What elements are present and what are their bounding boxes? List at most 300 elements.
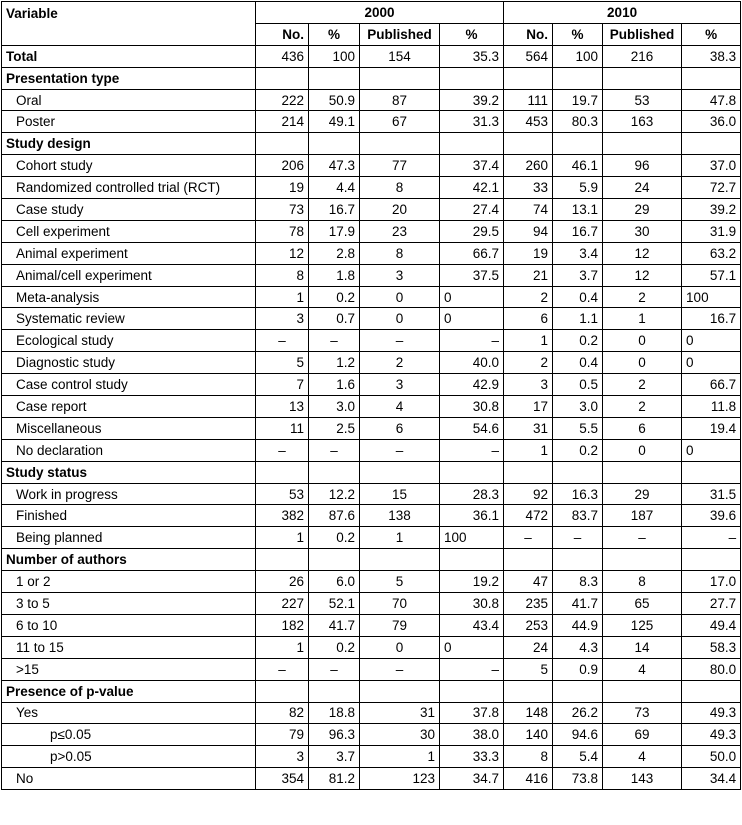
table-row (2, 527, 741, 549)
table-cell: 416 (504, 768, 553, 790)
table-cell (360, 680, 440, 702)
table-cell: 47.3 (309, 155, 360, 177)
table-cell: 17.0 (682, 571, 741, 593)
data-table (1, 1, 741, 790)
row-label: >15 (2, 658, 256, 680)
row-label: Animal experiment (2, 242, 256, 264)
table-cell: 1.1 (553, 308, 603, 330)
table-cell: 3.0 (553, 396, 603, 418)
table-cell: 39.6 (682, 505, 741, 527)
table-cell (553, 549, 603, 571)
table-cell: 30.8 (440, 593, 504, 615)
table-cell: 4.3 (553, 636, 603, 658)
col-header-published-2000: Published (360, 23, 440, 45)
table-cell (309, 461, 360, 483)
table-cell: 0.4 (553, 352, 603, 374)
table-cell: 36.1 (440, 505, 504, 527)
table-cell: 1 (360, 746, 440, 768)
table-cell: 12.2 (309, 483, 360, 505)
table-cell (682, 461, 741, 483)
row-label: 6 to 10 (2, 614, 256, 636)
table-cell: 34.4 (682, 768, 741, 790)
table-cell (682, 67, 741, 89)
table-cell: – (309, 658, 360, 680)
table-cell: 436 (256, 45, 309, 67)
table-cell: 0.9 (553, 658, 603, 680)
table-cell: 0 (682, 330, 741, 352)
row-label: Case report (2, 396, 256, 418)
row-label: Cohort study (2, 155, 256, 177)
table-cell: 148 (504, 702, 553, 724)
year-header-2000: 2000 (256, 2, 504, 24)
table-cell: 6 (504, 308, 553, 330)
table-cell: 0 (682, 352, 741, 374)
table-cell: 21 (504, 264, 553, 286)
table-cell: 1.6 (309, 374, 360, 396)
table-cell (553, 133, 603, 155)
table-cell: 49.3 (682, 702, 741, 724)
row-label: 11 to 15 (2, 636, 256, 658)
table-cell: 0 (603, 352, 682, 374)
table-cell: 0 (603, 439, 682, 461)
table-cell: 382 (256, 505, 309, 527)
table-row (2, 593, 741, 615)
table-cell: 182 (256, 614, 309, 636)
table-cell: 123 (360, 768, 440, 790)
table-cell: 53 (256, 483, 309, 505)
row-label: Cell experiment (2, 220, 256, 242)
table-cell: 6.0 (309, 571, 360, 593)
table-cell: 30 (603, 220, 682, 242)
table-cell: 0.2 (553, 439, 603, 461)
table-row (2, 111, 741, 133)
col-header-pct-2010: % (553, 23, 603, 45)
table-cell: 42.9 (440, 374, 504, 396)
table-cell: 50.0 (682, 746, 741, 768)
table-cell: 3 (256, 308, 309, 330)
table-cell (360, 133, 440, 155)
table-row (2, 45, 741, 67)
table-cell: 5.4 (553, 746, 603, 768)
table-cell: 564 (504, 45, 553, 67)
table-cell (682, 133, 741, 155)
table-cell: 69 (603, 724, 682, 746)
table-cell: 2 (603, 374, 682, 396)
table-row (2, 571, 741, 593)
table-cell: – (440, 439, 504, 461)
table-cell: 3.7 (553, 264, 603, 286)
table-cell: 2.5 (309, 417, 360, 439)
table-cell: 1 (504, 439, 553, 461)
table-cell: 222 (256, 89, 309, 111)
row-label: No declaration (2, 439, 256, 461)
table-cell: 8 (504, 746, 553, 768)
table-cell: 42.1 (440, 177, 504, 199)
table-cell: 8 (360, 242, 440, 264)
table-cell (504, 461, 553, 483)
table-cell: 66.7 (682, 374, 741, 396)
table-cell: – (504, 527, 553, 549)
table-cell: 3 (360, 264, 440, 286)
table-cell: 0 (360, 286, 440, 308)
table-cell: 5.9 (553, 177, 603, 199)
header-row-years (2, 2, 741, 24)
table-cell: – (440, 330, 504, 352)
table-cell: 50.9 (309, 89, 360, 111)
table-cell: 31 (504, 417, 553, 439)
table-cell: 2 (603, 396, 682, 418)
col-header-pct-2000: % (309, 23, 360, 45)
section-label: Number of authors (2, 549, 256, 571)
table-cell: 0.4 (553, 286, 603, 308)
table-body (2, 45, 741, 789)
table-cell: 26.2 (553, 702, 603, 724)
table-cell: 206 (256, 155, 309, 177)
table-cell (360, 549, 440, 571)
row-label: Animal/cell experiment (2, 264, 256, 286)
table-cell: 38.3 (682, 45, 741, 67)
table-cell: 354 (256, 768, 309, 790)
table-cell: 227 (256, 593, 309, 615)
table-cell: – (360, 330, 440, 352)
table-cell: 12 (603, 242, 682, 264)
row-label: Being planned (2, 527, 256, 549)
table-cell: 8 (256, 264, 309, 286)
table-cell (603, 680, 682, 702)
row-label: p≤0.05 (2, 724, 256, 746)
table-cell: 39.2 (440, 89, 504, 111)
row-label: Miscellaneous (2, 417, 256, 439)
table-cell (504, 133, 553, 155)
table-cell: 0 (440, 636, 504, 658)
table-cell: 31 (360, 702, 440, 724)
table-cell: 0 (440, 308, 504, 330)
table-cell: 0 (440, 286, 504, 308)
table-cell: 28.3 (440, 483, 504, 505)
table-cell: 3.0 (309, 396, 360, 418)
table-cell: 31.5 (682, 483, 741, 505)
table-cell: 140 (504, 724, 553, 746)
table-cell: 17.9 (309, 220, 360, 242)
col-header-pubpct-2000: % (440, 23, 504, 45)
table-cell: 8 (360, 177, 440, 199)
table-cell: 100 (440, 527, 504, 549)
table-cell: 47 (504, 571, 553, 593)
table-cell: 100 (553, 45, 603, 67)
table-cell: 54.6 (440, 417, 504, 439)
table-cell (360, 67, 440, 89)
table-cell: 30.8 (440, 396, 504, 418)
section-label: Presentation type (2, 67, 256, 89)
table-cell: 44.9 (553, 614, 603, 636)
table-cell: 3 (360, 374, 440, 396)
table-cell: 29 (603, 483, 682, 505)
table-cell: 78 (256, 220, 309, 242)
table-cell: 18.8 (309, 702, 360, 724)
table-cell: 31.3 (440, 111, 504, 133)
table-cell: 82 (256, 702, 309, 724)
table-cell (440, 549, 504, 571)
table-cell: – (360, 658, 440, 680)
table-cell (256, 549, 309, 571)
table-cell: 0 (682, 439, 741, 461)
table-cell: – (603, 527, 682, 549)
row-label: Work in progress (2, 483, 256, 505)
table-cell: 2.8 (309, 242, 360, 264)
table-cell: 41.7 (309, 614, 360, 636)
section-label: Presence of p-value (2, 680, 256, 702)
table-cell: 96.3 (309, 724, 360, 746)
table-cell: 5 (504, 658, 553, 680)
table-cell: 27.4 (440, 199, 504, 221)
table-cell: 87.6 (309, 505, 360, 527)
table-cell: 6 (603, 417, 682, 439)
table-cell: – (309, 439, 360, 461)
table-row (2, 199, 741, 221)
table-cell: – (682, 527, 741, 549)
table-cell: 11 (256, 417, 309, 439)
table-cell: 187 (603, 505, 682, 527)
table-cell: 41.7 (553, 593, 603, 615)
table-cell: 49.4 (682, 614, 741, 636)
table-cell: 72.7 (682, 177, 741, 199)
table-cell: 2 (360, 352, 440, 374)
table-cell: 39.2 (682, 199, 741, 221)
row-label: Oral (2, 89, 256, 111)
row-label: Ecological study (2, 330, 256, 352)
table-cell (256, 680, 309, 702)
row-label: Diagnostic study (2, 352, 256, 374)
table-cell: 34.7 (440, 768, 504, 790)
table-cell: 17 (504, 396, 553, 418)
table-cell: 37.0 (682, 155, 741, 177)
table-cell: 79 (360, 614, 440, 636)
table-cell: 26 (256, 571, 309, 593)
table-cell: 66.7 (440, 242, 504, 264)
table-cell: 53 (603, 89, 682, 111)
row-label: Meta-analysis (2, 286, 256, 308)
table-cell: – (309, 330, 360, 352)
row-label: Total (2, 45, 256, 67)
table-row (2, 155, 741, 177)
table-row (2, 658, 741, 680)
table-cell: 19 (256, 177, 309, 199)
table-cell (309, 67, 360, 89)
table-cell (682, 549, 741, 571)
table-row (2, 439, 741, 461)
table-cell (682, 680, 741, 702)
section-row (2, 549, 741, 571)
table-cell: 24 (504, 636, 553, 658)
table-cell (256, 67, 309, 89)
section-row (2, 461, 741, 483)
table-cell: 1 (360, 527, 440, 549)
table-row (2, 483, 741, 505)
table-cell: 24 (603, 177, 682, 199)
row-label: No (2, 768, 256, 790)
table-cell: 235 (504, 593, 553, 615)
table-cell: 154 (360, 45, 440, 67)
table-row (2, 396, 741, 418)
table-cell (603, 461, 682, 483)
table-cell (360, 461, 440, 483)
table-cell (603, 133, 682, 155)
table-cell (504, 67, 553, 89)
row-label: Randomized controlled trial (RCT) (2, 177, 256, 199)
section-label: Study design (2, 133, 256, 155)
table-row (2, 374, 741, 396)
table-cell: 0 (360, 308, 440, 330)
table-cell: – (440, 658, 504, 680)
table-cell: 14 (603, 636, 682, 658)
table-cell: 80.3 (553, 111, 603, 133)
table-cell: 19 (504, 242, 553, 264)
table-cell: 472 (504, 505, 553, 527)
table-cell: 2 (504, 352, 553, 374)
table-cell: – (256, 658, 309, 680)
table-cell: 2 (504, 286, 553, 308)
table-cell: 38.0 (440, 724, 504, 746)
table-row (2, 220, 741, 242)
table-cell: 29 (603, 199, 682, 221)
table-cell: 33 (504, 177, 553, 199)
table-row (2, 702, 741, 724)
table-cell: 43.4 (440, 614, 504, 636)
table-row (2, 417, 741, 439)
table-cell: 1.2 (309, 352, 360, 374)
table-cell (256, 133, 309, 155)
table-cell: 1 (256, 636, 309, 658)
table-cell: 94 (504, 220, 553, 242)
table-cell: 0.5 (553, 374, 603, 396)
table-cell: 0 (360, 636, 440, 658)
table-cell: 3 (256, 746, 309, 768)
col-header-pubpct-2010: % (682, 23, 741, 45)
table-cell: 1.8 (309, 264, 360, 286)
table-cell: 163 (603, 111, 682, 133)
section-label: Study status (2, 461, 256, 483)
table-cell: 6 (360, 417, 440, 439)
table-cell: 81.2 (309, 768, 360, 790)
section-row (2, 67, 741, 89)
section-row (2, 680, 741, 702)
table-cell (504, 680, 553, 702)
row-label: Systematic review (2, 308, 256, 330)
table-cell: 143 (603, 768, 682, 790)
table-cell: 8 (603, 571, 682, 593)
table-row (2, 724, 741, 746)
table-cell: 74 (504, 199, 553, 221)
table-cell: 1 (603, 308, 682, 330)
table-cell (309, 549, 360, 571)
table-cell: 3.7 (309, 746, 360, 768)
table-cell: 4 (603, 746, 682, 768)
table-cell: 70 (360, 593, 440, 615)
table-cell: 40.0 (440, 352, 504, 374)
table-cell: 4 (360, 396, 440, 418)
table-cell: 73.8 (553, 768, 603, 790)
table-cell: 67 (360, 111, 440, 133)
table-cell: 5.5 (553, 417, 603, 439)
table-cell: 27.7 (682, 593, 741, 615)
col-header-no-2010: No. (504, 23, 553, 45)
row-label: Finished (2, 505, 256, 527)
table-cell: 19.4 (682, 417, 741, 439)
table-cell: 80.0 (682, 658, 741, 680)
table-row (2, 264, 741, 286)
row-label: 1 or 2 (2, 571, 256, 593)
table-cell: 453 (504, 111, 553, 133)
table-cell: 5 (256, 352, 309, 374)
table-cell: 46.1 (553, 155, 603, 177)
table-cell: 49.3 (682, 724, 741, 746)
table-cell: 253 (504, 614, 553, 636)
row-label: Case control study (2, 374, 256, 396)
table-cell (256, 461, 309, 483)
table-row (2, 614, 741, 636)
table-cell: 0.2 (309, 286, 360, 308)
table-cell: 79 (256, 724, 309, 746)
row-label: p>0.05 (2, 746, 256, 768)
table-cell: 30 (360, 724, 440, 746)
table-cell: 7 (256, 374, 309, 396)
table-cell: – (553, 527, 603, 549)
table-cell: 20 (360, 199, 440, 221)
table-row (2, 505, 741, 527)
table-cell: 57.1 (682, 264, 741, 286)
table-cell: 4.4 (309, 177, 360, 199)
table-cell: 8.3 (553, 571, 603, 593)
table-cell (504, 549, 553, 571)
table-cell: 19.7 (553, 89, 603, 111)
year-header-2010: 2010 (504, 2, 741, 24)
table-cell: 36.0 (682, 111, 741, 133)
table-cell (553, 461, 603, 483)
table-row (2, 636, 741, 658)
table-cell: 100 (682, 286, 741, 308)
table-cell: 2 (603, 286, 682, 308)
table-cell: 260 (504, 155, 553, 177)
table-cell: 1 (256, 286, 309, 308)
table-cell: 35.3 (440, 45, 504, 67)
col-header-published-2010: Published (603, 23, 682, 45)
table-cell (440, 461, 504, 483)
table-cell: 0.2 (553, 330, 603, 352)
table-cell: 87 (360, 89, 440, 111)
table-cell: 73 (603, 702, 682, 724)
table-cell: 16.7 (553, 220, 603, 242)
row-label: Yes (2, 702, 256, 724)
table-cell: 47.8 (682, 89, 741, 111)
table-cell: 3.4 (553, 242, 603, 264)
table-cell: 19.2 (440, 571, 504, 593)
table-cell: 138 (360, 505, 440, 527)
table-cell: 13 (256, 396, 309, 418)
table-cell: 49.1 (309, 111, 360, 133)
table-cell: 37.5 (440, 264, 504, 286)
table-cell: 0.2 (309, 527, 360, 549)
table-cell: 4 (603, 658, 682, 680)
table-cell: 11.8 (682, 396, 741, 418)
table-cell: 3 (504, 374, 553, 396)
table-cell: – (256, 330, 309, 352)
table-cell: 13.1 (553, 199, 603, 221)
table-row (2, 177, 741, 199)
table-cell: 12 (603, 264, 682, 286)
table-cell: – (256, 439, 309, 461)
table-cell: 216 (603, 45, 682, 67)
table-cell: 94.6 (553, 724, 603, 746)
